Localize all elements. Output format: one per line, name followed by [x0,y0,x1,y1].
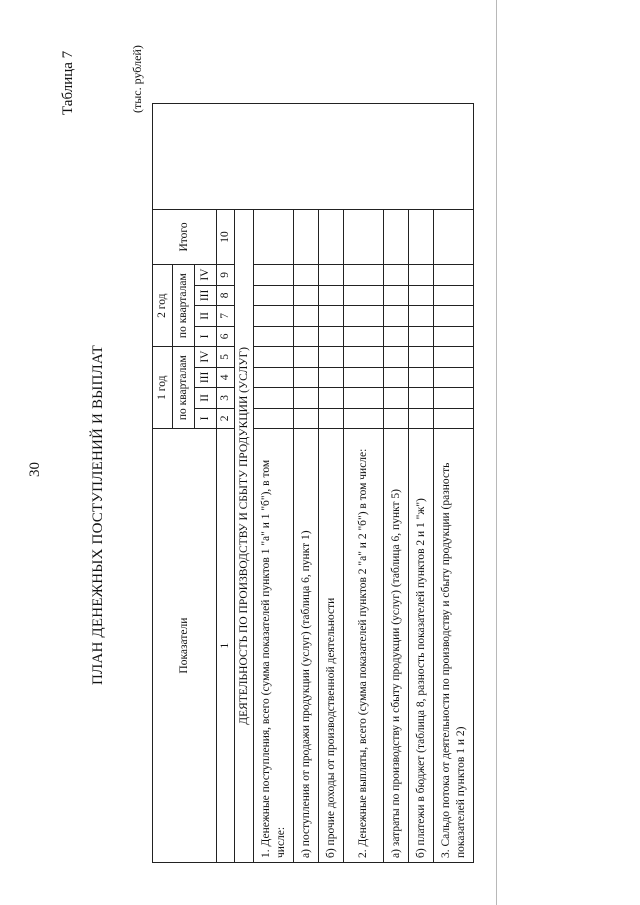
column-number: 9 [217,265,235,286]
section-title: ДЕЯТЕЛЬНОСТЬ ПО ПРОИЗВОДСТВУ И СБЫТУ ПРОДУКЦИИ (УСЛУГ) [235,209,254,862]
row-label: 3. Сальдо потока от деятельности по производству и сбыту продукции (разность показателей пунктов 1 и 2) [434,429,474,863]
header-y2-q4: IV [195,265,217,286]
column-number: 2 [217,408,235,429]
table-row [409,104,434,863]
header-year-1-by-quarters: по кварталам [173,347,195,429]
column-number: 1 [217,429,235,863]
column-number: 7 [217,306,235,327]
header-indicators: Показатели [153,429,217,863]
column-number: 5 [217,347,235,368]
table-row [254,104,294,863]
margin-empty-column [153,104,474,210]
page-number: 30 [27,462,43,477]
table-row [344,104,384,863]
table-row [384,104,409,863]
header-y2-q3: III [195,285,217,306]
table-row [319,104,344,863]
column-number: 10 [217,209,235,264]
row-label: 1. Денежные поступления, всего (сумма показателей пунктов 1 "а" и 1 "б"), в том числе: [254,429,294,863]
row-label: а) затраты по производству и сбыту продукции (услуг) (таблица 6, пункт 5) [384,429,409,863]
column-number: 6 [217,326,235,347]
column-number: 8 [217,285,235,306]
header-y2-q2: II [195,306,217,327]
header-y1-q1: I [195,408,217,429]
row-label: б) платежи в бюджет (таблица 8, разность показателей пунктов 2 и 1 "ж") [409,429,434,863]
table-row [434,104,474,863]
header-year-1: 1 год [153,347,173,429]
header-y2-q1: I [195,326,217,347]
cash-flow-plan-table [152,103,474,863]
scan-artifact-line [496,0,497,905]
row-label: б) прочие доходы от производственной деятельности [319,429,344,863]
header-total: Итого [153,209,217,264]
table-row [294,104,319,863]
page-title: ПЛАН ДЕНЕЖНЫХ ПОСТУПЛЕНИЙ И ВЫПЛАТ [90,345,106,685]
header-year-2: 2 год [153,265,173,347]
table-label: Таблица 7 [60,50,76,115]
header-y1-q3: III [195,367,217,388]
column-numbers-row [217,104,235,863]
header-year-2-by-quarters: по кварталам [173,265,195,347]
header-y1-q4: IV [195,347,217,368]
header-y1-q2: II [195,388,217,409]
row-label: а) поступления от продажи продукции (услуг) (таблица 6, пункт 1) [294,429,319,863]
units-label: (тыс. рублей) [130,45,144,113]
column-number: 4 [217,367,235,388]
section-row [235,104,254,863]
header-row-years [153,104,173,863]
row-label: 2. Денежные выплаты, всего (сумма показателей пунктов 2 "а" и 2 "б") в том числе: [344,429,384,863]
column-number: 3 [217,388,235,409]
